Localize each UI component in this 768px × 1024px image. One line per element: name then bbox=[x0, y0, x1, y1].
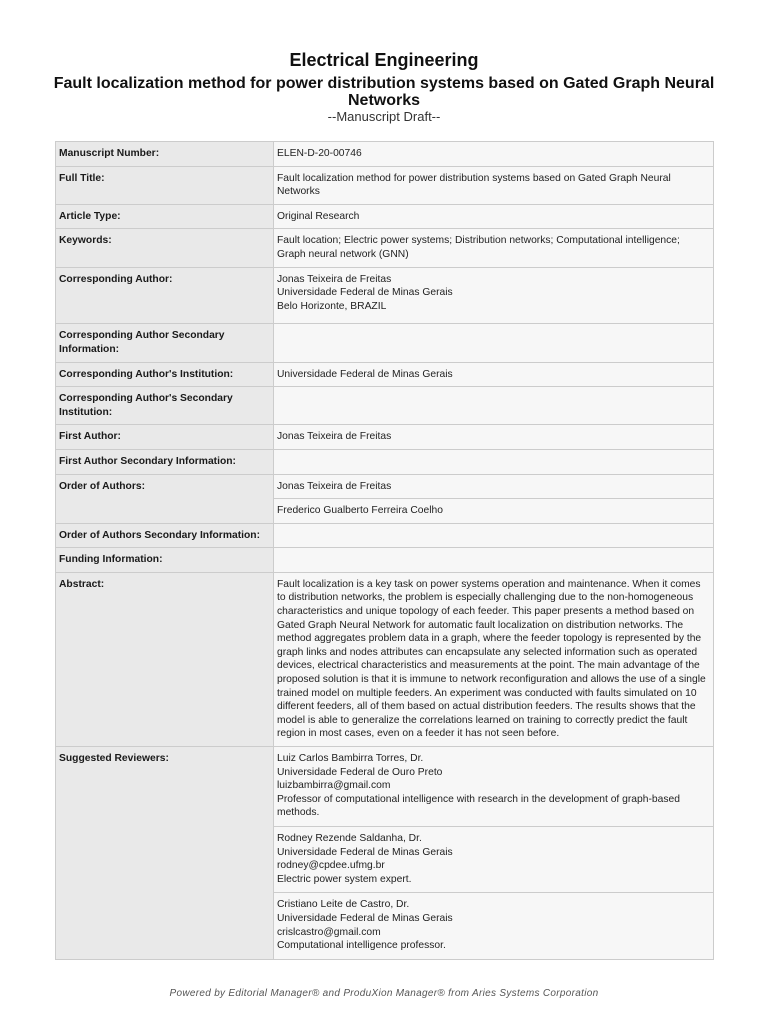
corresponding-secondary-institution-value bbox=[274, 387, 714, 425]
corresponding-institution-value: Universidade Federal de Minas Gerais bbox=[274, 362, 714, 387]
reviewer-email: rodney@cpdee.ufmg.br bbox=[277, 860, 385, 872]
table-row bbox=[56, 474, 714, 499]
corresponding-author-label: Corresponding Author: bbox=[56, 267, 274, 324]
author-entry: Frederico Gualberto Ferreira Coelho bbox=[274, 499, 714, 524]
order-secondary-value bbox=[274, 523, 714, 548]
reviewer-email: crislcastro@gmail.com bbox=[277, 926, 381, 938]
reviewer-institution: Universidade Federal de Minas Gerais bbox=[277, 846, 453, 858]
reviewer-name: Rodney Rezende Saldanha, Dr. bbox=[277, 832, 422, 844]
table-row bbox=[56, 548, 714, 573]
order-of-authors-label: Order of Authors: bbox=[56, 474, 274, 523]
corresponding-author-secondary-value bbox=[274, 324, 714, 362]
reviewer-entry bbox=[274, 747, 714, 827]
corresponding-author-secondary-label: Corresponding Author Secondary Information: bbox=[56, 324, 274, 362]
table-row bbox=[56, 229, 714, 267]
first-author-label: First Author: bbox=[56, 425, 274, 450]
table-row bbox=[56, 523, 714, 548]
manuscript-info-table bbox=[55, 141, 714, 960]
full-title-value: Fault localization method for power distribution systems based on Gated Graph Neural Networks bbox=[274, 166, 714, 204]
table-row bbox=[56, 267, 714, 324]
manuscript-title: Fault localization method for power distribution systems based on Gated Graph Neural Networks bbox=[53, 75, 715, 109]
draft-label: --Manuscript Draft-- bbox=[327, 109, 441, 124]
suggested-reviewers-label: Suggested Reviewers: bbox=[56, 747, 274, 960]
reviewer-note: Computational intelligence professor. bbox=[277, 940, 446, 952]
journal-name: Electrical Engineering bbox=[289, 50, 479, 70]
reviewer-institution: Universidade Federal de Minas Gerais bbox=[277, 912, 453, 924]
corresponding-author-location: Belo Horizonte, BRAZIL bbox=[277, 300, 387, 312]
full-title-label: Full Title: bbox=[56, 166, 274, 204]
corresponding-author-name: Jonas Teixeira de Freitas bbox=[277, 273, 392, 285]
author-entry: Jonas Teixeira de Freitas bbox=[274, 474, 714, 499]
table-row bbox=[56, 362, 714, 387]
table-row bbox=[56, 747, 714, 827]
funding-label: Funding Information: bbox=[56, 548, 274, 573]
article-type-label: Article Type: bbox=[56, 204, 274, 229]
article-type-value: Original Research bbox=[274, 204, 714, 229]
table-row bbox=[56, 387, 714, 425]
reviewer-email: luizbambirra@gmail.com bbox=[277, 780, 391, 792]
table-row bbox=[56, 142, 714, 167]
abstract-text: Fault localization is a key task on power systems operation and maintenance. When it comes to distribution networks, the problem is especially challenging due to the non-homogeneous characteristics and unique topology of each feeder. This paper presents a method based on Gated Graph Neural Network for automatic fault localization on distribution networks. The method aggregates problem data in a graph, where the feeder topology is represented by the graph links and nodes attributes can encapsulate any selected information such as operated devices, electrical characteristics and measurements at the point. The main advantage of the proposed solution is that it is immune to network reconfiguration and allows the use of a single trained model on multiple feeders. An experiment was conducted with faults simulated on 10 different feeders, all of them based on actual distribution feeders. The results shows that the model is able to generalize the correlations learned on training to correctly predict the fault region in most cases, even on a feeder it has not seen before. bbox=[274, 572, 714, 746]
corresponding-author-value bbox=[274, 267, 714, 324]
table-row bbox=[56, 204, 714, 229]
first-author-secondary-value bbox=[274, 449, 714, 474]
footer-credit: Powered by Editorial Manager® and ProduXion Manager® from Aries Systems Corporation bbox=[169, 988, 599, 999]
reviewer-entry bbox=[274, 826, 714, 892]
first-author-secondary-label: First Author Secondary Information: bbox=[56, 449, 274, 474]
table-row bbox=[56, 449, 714, 474]
keywords-label: Keywords: bbox=[56, 229, 274, 267]
table-row bbox=[56, 324, 714, 362]
table-row bbox=[56, 166, 714, 204]
order-secondary-label: Order of Authors Secondary Information: bbox=[56, 523, 274, 548]
reviewer-note: Professor of computational intelligence with research in the development of graph-based methods. bbox=[277, 793, 680, 819]
table-row bbox=[56, 425, 714, 450]
manuscript-number-value: ELEN-D-20-00746 bbox=[274, 142, 714, 167]
first-author-value: Jonas Teixeira de Freitas bbox=[274, 425, 714, 450]
reviewer-entry bbox=[274, 893, 714, 959]
corresponding-institution-label: Corresponding Author's Institution: bbox=[56, 362, 274, 387]
abstract-label: Abstract: bbox=[56, 572, 274, 746]
corresponding-secondary-institution-label: Corresponding Author's Secondary Institution: bbox=[56, 387, 274, 425]
reviewer-name: Luiz Carlos Bambirra Torres, Dr. bbox=[277, 753, 424, 764]
funding-value bbox=[274, 548, 714, 573]
document-header bbox=[0, 48, 768, 124]
keywords-value: Fault location; Electric power systems; Distribution networks; Computational intelligence; Graph neural network (GNN) bbox=[274, 229, 714, 267]
corresponding-author-institution: Universidade Federal de Minas Gerais bbox=[277, 287, 453, 299]
table-row bbox=[56, 572, 714, 746]
reviewer-name: Cristiano Leite de Castro, Dr. bbox=[277, 899, 410, 911]
manuscript-number-label: Manuscript Number: bbox=[56, 142, 274, 167]
reviewer-note: Electric power system expert. bbox=[277, 873, 412, 885]
reviewer-institution: Universidade Federal de Ouro Preto bbox=[277, 766, 443, 778]
